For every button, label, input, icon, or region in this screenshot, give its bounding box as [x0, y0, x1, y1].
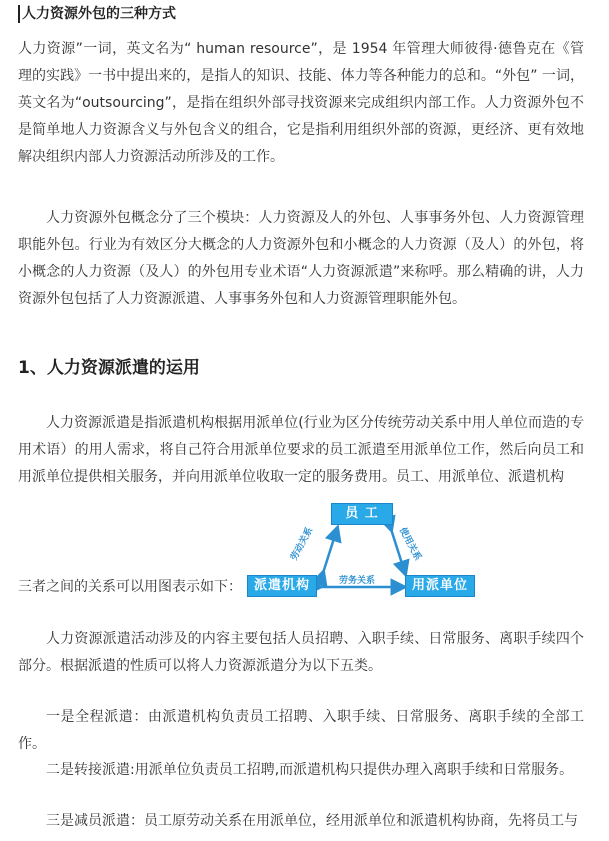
left-edge-arrow	[323, 529, 337, 573]
paragraph-modules: 人力资源外包概念分了三个模块：人力资源及人的外包、人事事务外包、人力资源管理职能外包。行业为有效区分大概念的人力资源外包和小概念的人力资源（及人）的外包，将小概念的人力资源（及人）的外包用专业术语“人力资源派遣”来称呼。那么精确的讲，人力资源外包包括了人力资源派遣、人事事务外包和人力资源管理职能外包。	[18, 210, 584, 307]
node-employer-unit: 用派单位	[405, 575, 475, 597]
label-service-relation: 劳务关系	[339, 576, 376, 586]
paragraph-type-one: 一是全程派遣：由派遣机构负责员工招聘、入职手续、日常服务、离职手续的全部工作。	[18, 709, 584, 752]
node-employee: 员 工	[331, 503, 393, 525]
node-dispatch-agency: 派遣机构	[247, 575, 317, 597]
paragraph-dispatch-definition: 人力资源派遣是指派遣机构根据用派单位(行业为区分传统劳动关系中用人单位而造的专用术语）的用人需求，将自己符合用派单位要求的员工派遣至用派单位工作，然后向员工和用派单位提供相关服务，并向用派单位收取一定的服务费用。员工、用派单位、派遣机构	[18, 415, 584, 485]
paragraph-intro: 人力资源”一词，英文名为“ human resource”，是 1954 年管理大师彼得·德鲁克在《管理的实践》一书中提出来的，是指人的知识、技能、体力等各种能力的总和。“外包” 一词，英文名为“outsourcing”，是指在组织外部寻找资源来完成组织内部工作。人力资源外包不是简单地人力资源含义与外包含义的组合，它是指利用组织外部的资源，更经济、更有效地解决组织内部人力资源活动所涉及的工作。	[18, 41, 584, 165]
paragraph-type-three: 三是减员派遣：员工原劳动关系在用派单位，经用派单位和派遣机构协商，先将员工与	[46, 813, 578, 829]
paragraph-type-two: 二是转接派遣:用派单位负责员工招聘,而派遣机构只提供办理入离职手续和日常服务。	[46, 762, 574, 778]
diagram-caption: 三者之间的关系可以用图表示如下：	[18, 579, 242, 595]
section-heading: 1、人力资源派遣的运用	[18, 358, 200, 378]
relationship-diagram	[243, 503, 475, 599]
page-title: 人力资源外包的三种方式	[18, 5, 176, 23]
label-labor-relation: 劳动关系	[289, 525, 316, 563]
label-usage-relation: 使用关系	[396, 525, 423, 563]
paragraph-dispatch-content: 人力资源派遣活动涉及的内容主要包括人员招聘、入职手续、日常服务、离职手续四个部分。根据派遣的性质可以将人力资源派遣分为以下五类。	[18, 631, 584, 674]
